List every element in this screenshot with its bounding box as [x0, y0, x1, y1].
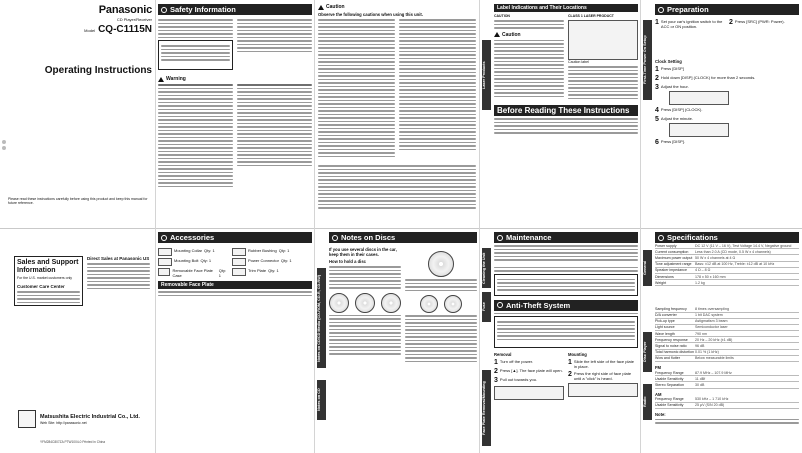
spec-value: Astigmatism 3 beam — [695, 319, 728, 324]
spec-value: 178 x 50 x 160 mm — [695, 274, 726, 279]
spec-key: Wow and flutter — [655, 356, 680, 361]
am-specs — [655, 397, 799, 409]
specs-header — [655, 232, 799, 243]
accessory-item: Power Connector Qty: 1 — [232, 258, 312, 266]
laser-caution-label: Caution — [502, 31, 521, 38]
print-code: YFM284C807ZA PTW1004-0 Printed in China — [40, 440, 106, 444]
removal-step-3: 3 Pull out towards you. — [494, 377, 538, 384]
support-title: Sales and Support Information — [17, 259, 79, 274]
spec-key: Frequency Range — [655, 370, 684, 375]
mounting-step-1: 1 Slide the left side of the face plate in place. — [568, 359, 634, 369]
before-reading-title: Before Reading These Instructions — [494, 105, 638, 116]
warning-box — [158, 40, 233, 70]
spec-value: 0.01 % (1 kHz) — [695, 350, 719, 355]
tab-cd-media: Notes on CD/CD Media (CD-ROM, CD-R, CD-RW) — [317, 268, 326, 368]
spec-key: D/A converter — [655, 313, 677, 318]
caution-label: Caution — [326, 4, 345, 10]
spec-key: Usable Sensitivity — [655, 403, 684, 408]
discs-subtitle: If you use several discs in the car, keep them in their cases. — [329, 247, 397, 257]
tab-disc-player: Disc Player — [643, 332, 652, 372]
maintenance-title: Maintenance — [506, 233, 552, 242]
spec-key: Frequency Range — [655, 397, 684, 402]
preparation-panel — [655, 4, 799, 146]
spec-key: Speaker impedance — [655, 268, 687, 273]
spec-key: Wave length — [655, 331, 675, 336]
caution-label-text: CAUTION — [494, 14, 510, 18]
maintenance-header — [494, 232, 638, 243]
discs-panel — [329, 232, 477, 362]
preparation-header — [655, 4, 799, 15]
spec-value: 96 dB — [695, 344, 705, 349]
tab-laser-products: Laser Products — [482, 40, 491, 110]
tab-radio: Radio — [643, 384, 652, 420]
manufacturer-web: Web Site: http://panasonic.net — [40, 421, 87, 425]
safety-title: Safety Information — [170, 5, 236, 14]
fold-line-3 — [479, 0, 480, 453]
display-illustration — [669, 91, 729, 105]
spec-key: Light source — [655, 325, 675, 330]
discs-title: Notes on Discs — [341, 233, 396, 242]
section-icon — [497, 235, 503, 241]
antitheft-title: Anti-Theft System — [506, 300, 571, 310]
tab-fuse: Fuse — [482, 292, 491, 322]
spec-value: Less than 2.0 A (CD mode, 0.5 W x 4 channels) — [695, 249, 771, 254]
spec-value: 530 kHz – 1 710 kHz — [695, 397, 729, 402]
tab-general: General — [643, 250, 652, 286]
accessory-item: Trim Plate Qty: 1 — [232, 268, 312, 276]
spec-key: Usable Sensitivity — [655, 376, 684, 381]
fm-specs — [655, 370, 799, 389]
cover-note: Please read these instructions carefully before using this product and keep this manual for future reference. — [8, 197, 148, 205]
section-icon — [497, 302, 503, 308]
fold-line-horizontal — [0, 228, 802, 229]
spec-key: Weight — [655, 280, 667, 285]
fold-line-1 — [155, 0, 156, 453]
caution-subtitle: Observe the following cautions when using this unit. — [318, 12, 423, 17]
spec-key: Tone adjustment range — [655, 262, 692, 267]
spec-row — [655, 356, 799, 362]
maintenance-panel — [494, 232, 638, 400]
clock-step-1: 1 Press [DISP] — [655, 66, 684, 73]
antitheft-header — [494, 300, 638, 311]
spec-key: Frequency response — [655, 337, 688, 342]
section-icon — [161, 7, 167, 13]
fold-line-4 — [640, 0, 641, 453]
safety-header — [158, 4, 312, 15]
accessory-item: Mounting Collar Qty: 1 — [158, 248, 228, 256]
spec-key: Sampling frequency — [655, 306, 687, 311]
manufacturer: Matsushita Electric Industrial Co., Ltd. — [40, 414, 140, 420]
clock-step-3: 3 Adjust the hour. — [655, 84, 689, 91]
spec-key: Dimensions — [655, 274, 674, 279]
laser-caution-icon — [494, 32, 500, 37]
clock-step-2: 2 Hold down [DISP] (CLOCK) for more than 2 seconds. — [655, 75, 756, 82]
disc-illustration — [329, 293, 349, 313]
caution-label-caption: Caution label — [568, 60, 589, 64]
specs-panel — [655, 232, 799, 424]
fm-title: FM — [655, 365, 662, 370]
spec-key: Maximum power output — [655, 255, 693, 260]
spec-value: 8 times oversampling — [695, 306, 729, 311]
accessory-item: Mounting Bolt Qty: 1 — [158, 258, 228, 266]
spec-value: 20 Hz – 20 kHz (±1 dB) — [695, 337, 733, 342]
spec-row — [655, 382, 799, 388]
clock-step-4: 4 Press [DISP] (CLOCK). — [655, 107, 703, 114]
spec-key: Power supply — [655, 243, 677, 248]
removal-title: Removal — [494, 352, 512, 357]
spec-row — [655, 280, 799, 286]
caution-triangle-icon — [318, 5, 324, 10]
product-type: CD Player/Receiver — [116, 17, 152, 22]
discs-header — [329, 232, 477, 243]
tab-faceplate: Face Plate Removal/Mounting — [482, 370, 491, 446]
document-title: Operating Instructions — [44, 65, 152, 76]
warning-triangle-icon — [158, 77, 164, 82]
spec-value: 25 μV (S/N 20 dB) — [695, 403, 725, 408]
label-locations-title: Label Indications and Their Locations — [494, 4, 638, 12]
fold-line-2 — [314, 0, 315, 453]
customer-care-title: Customer Care Center — [17, 284, 65, 289]
preparation-title: Preparation — [667, 5, 709, 14]
accessories-header — [158, 232, 312, 243]
model-label: Model — [84, 28, 96, 33]
tab-first-time-setup: First-Time Power On Setup — [643, 20, 652, 100]
prep-step-2: 2 Press [SRC] (PWR: Power). — [729, 19, 785, 26]
punch-mark — [2, 146, 6, 150]
section-icon — [658, 235, 664, 241]
spec-value: DC 12 V (11 V – 16 V), Test Voltage 14.4 V, Negative ground — [695, 243, 792, 248]
section-icon — [332, 235, 338, 241]
disc-illustration — [381, 293, 401, 313]
tab-cleaning: Cleaning the Unit — [482, 248, 491, 288]
accessory-item: Rubber Bushing Qty: 1 — [232, 248, 312, 256]
spec-value: 30 dB — [695, 382, 705, 387]
caution-panel — [318, 4, 476, 209]
disc-illustration — [355, 293, 375, 313]
disc-specs — [655, 306, 799, 362]
mounting-illustration — [568, 383, 638, 397]
spec-key: Total harmonic distortion — [655, 350, 694, 355]
spec-value: 4 Ω – 8 Ω — [695, 268, 711, 273]
spec-value: Below measurable limits — [695, 356, 734, 361]
specs-title: Specifications — [667, 233, 718, 242]
am-title: AM — [655, 391, 662, 397]
accessory-item: Removable Face Plate Case Qty: 1 — [158, 268, 228, 278]
spec-value: 1 bit DAC system — [695, 313, 723, 318]
removal-step-1: 1 Turn off the power. — [494, 359, 534, 366]
direct-sales-title: Direct Sales at Panasonic US — [87, 256, 150, 261]
prep-step-1: 1 Set your car's ignition switch to the ACC or ON position. — [655, 19, 723, 29]
spec-value: 790 nm — [695, 331, 707, 336]
removal-step-2: 2 Press [▲]. The face plate will open. — [494, 368, 563, 375]
faceplate-caption: Removable Face Plate — [158, 281, 312, 289]
disc-illustration — [420, 295, 438, 313]
punch-mark — [2, 140, 6, 144]
clock-setting-title: Clock Setting — [655, 59, 682, 64]
mounting-step-2: 2 Press the right side of face plate until a "click" is heard. — [568, 371, 632, 381]
support-panel — [14, 256, 150, 306]
model-row — [8, 24, 152, 35]
mounting-title: Mounting — [568, 352, 587, 357]
panasonic-mark — [18, 410, 36, 428]
spec-value: 87.9 MHz – 107.9 MHz — [695, 370, 732, 375]
spec-value: 1.2 kg — [695, 280, 705, 285]
spec-key: Signal to noise ratio — [655, 344, 687, 349]
laser-caution-heading — [494, 32, 564, 38]
tab-notes-cd: Notes on CD — [317, 380, 326, 420]
spec-row — [655, 403, 799, 409]
specs-note: Note: — [655, 411, 666, 417]
disc-illustration — [444, 295, 462, 313]
general-specs — [655, 243, 799, 286]
safety-panel — [158, 4, 312, 187]
clock-step-5: 5 Adjust the minute. — [655, 116, 693, 123]
class1-laser-label: CLASS 1 LASER PRODUCT — [568, 14, 614, 18]
clock-step-6: 6 Press [DISP]. — [655, 139, 685, 146]
spec-key: Current consumption — [655, 249, 689, 254]
unit-label-diagram — [568, 20, 638, 60]
spec-value: 11 dBf — [695, 376, 706, 381]
model-number: CQ-C1115N — [98, 24, 152, 35]
spec-key: Pick-up type — [655, 319, 675, 324]
caution-heading — [318, 4, 476, 10]
warning-label: Warning — [166, 76, 186, 82]
laser-panel — [494, 4, 638, 134]
spec-value: 50 W x 4 channels at 4 Ω — [695, 255, 736, 260]
how-to-hold-title: How to hold a disc — [329, 259, 366, 264]
fuse-warning-box — [494, 274, 638, 296]
support-subtitle: For the U.S. market customers only — [17, 276, 73, 280]
disc-illustration — [428, 251, 454, 277]
display-illustration — [669, 123, 729, 137]
brand-logo: Panasonic — [98, 4, 152, 16]
spec-key: Stereo Separation — [655, 382, 684, 387]
cover-panel — [8, 4, 152, 228]
section-icon — [161, 235, 167, 241]
accessories-panel — [158, 232, 312, 296]
removal-illustration — [494, 386, 564, 400]
antitheft-caution-box — [494, 316, 638, 348]
spec-value: Semiconductor laser — [695, 325, 728, 330]
accessories-title: Accessories — [170, 233, 215, 242]
section-icon — [658, 7, 664, 13]
spec-value: Bass: ±12 dB at 100 Hz, Treble: ±12 dB at 10 kHz — [695, 262, 775, 267]
